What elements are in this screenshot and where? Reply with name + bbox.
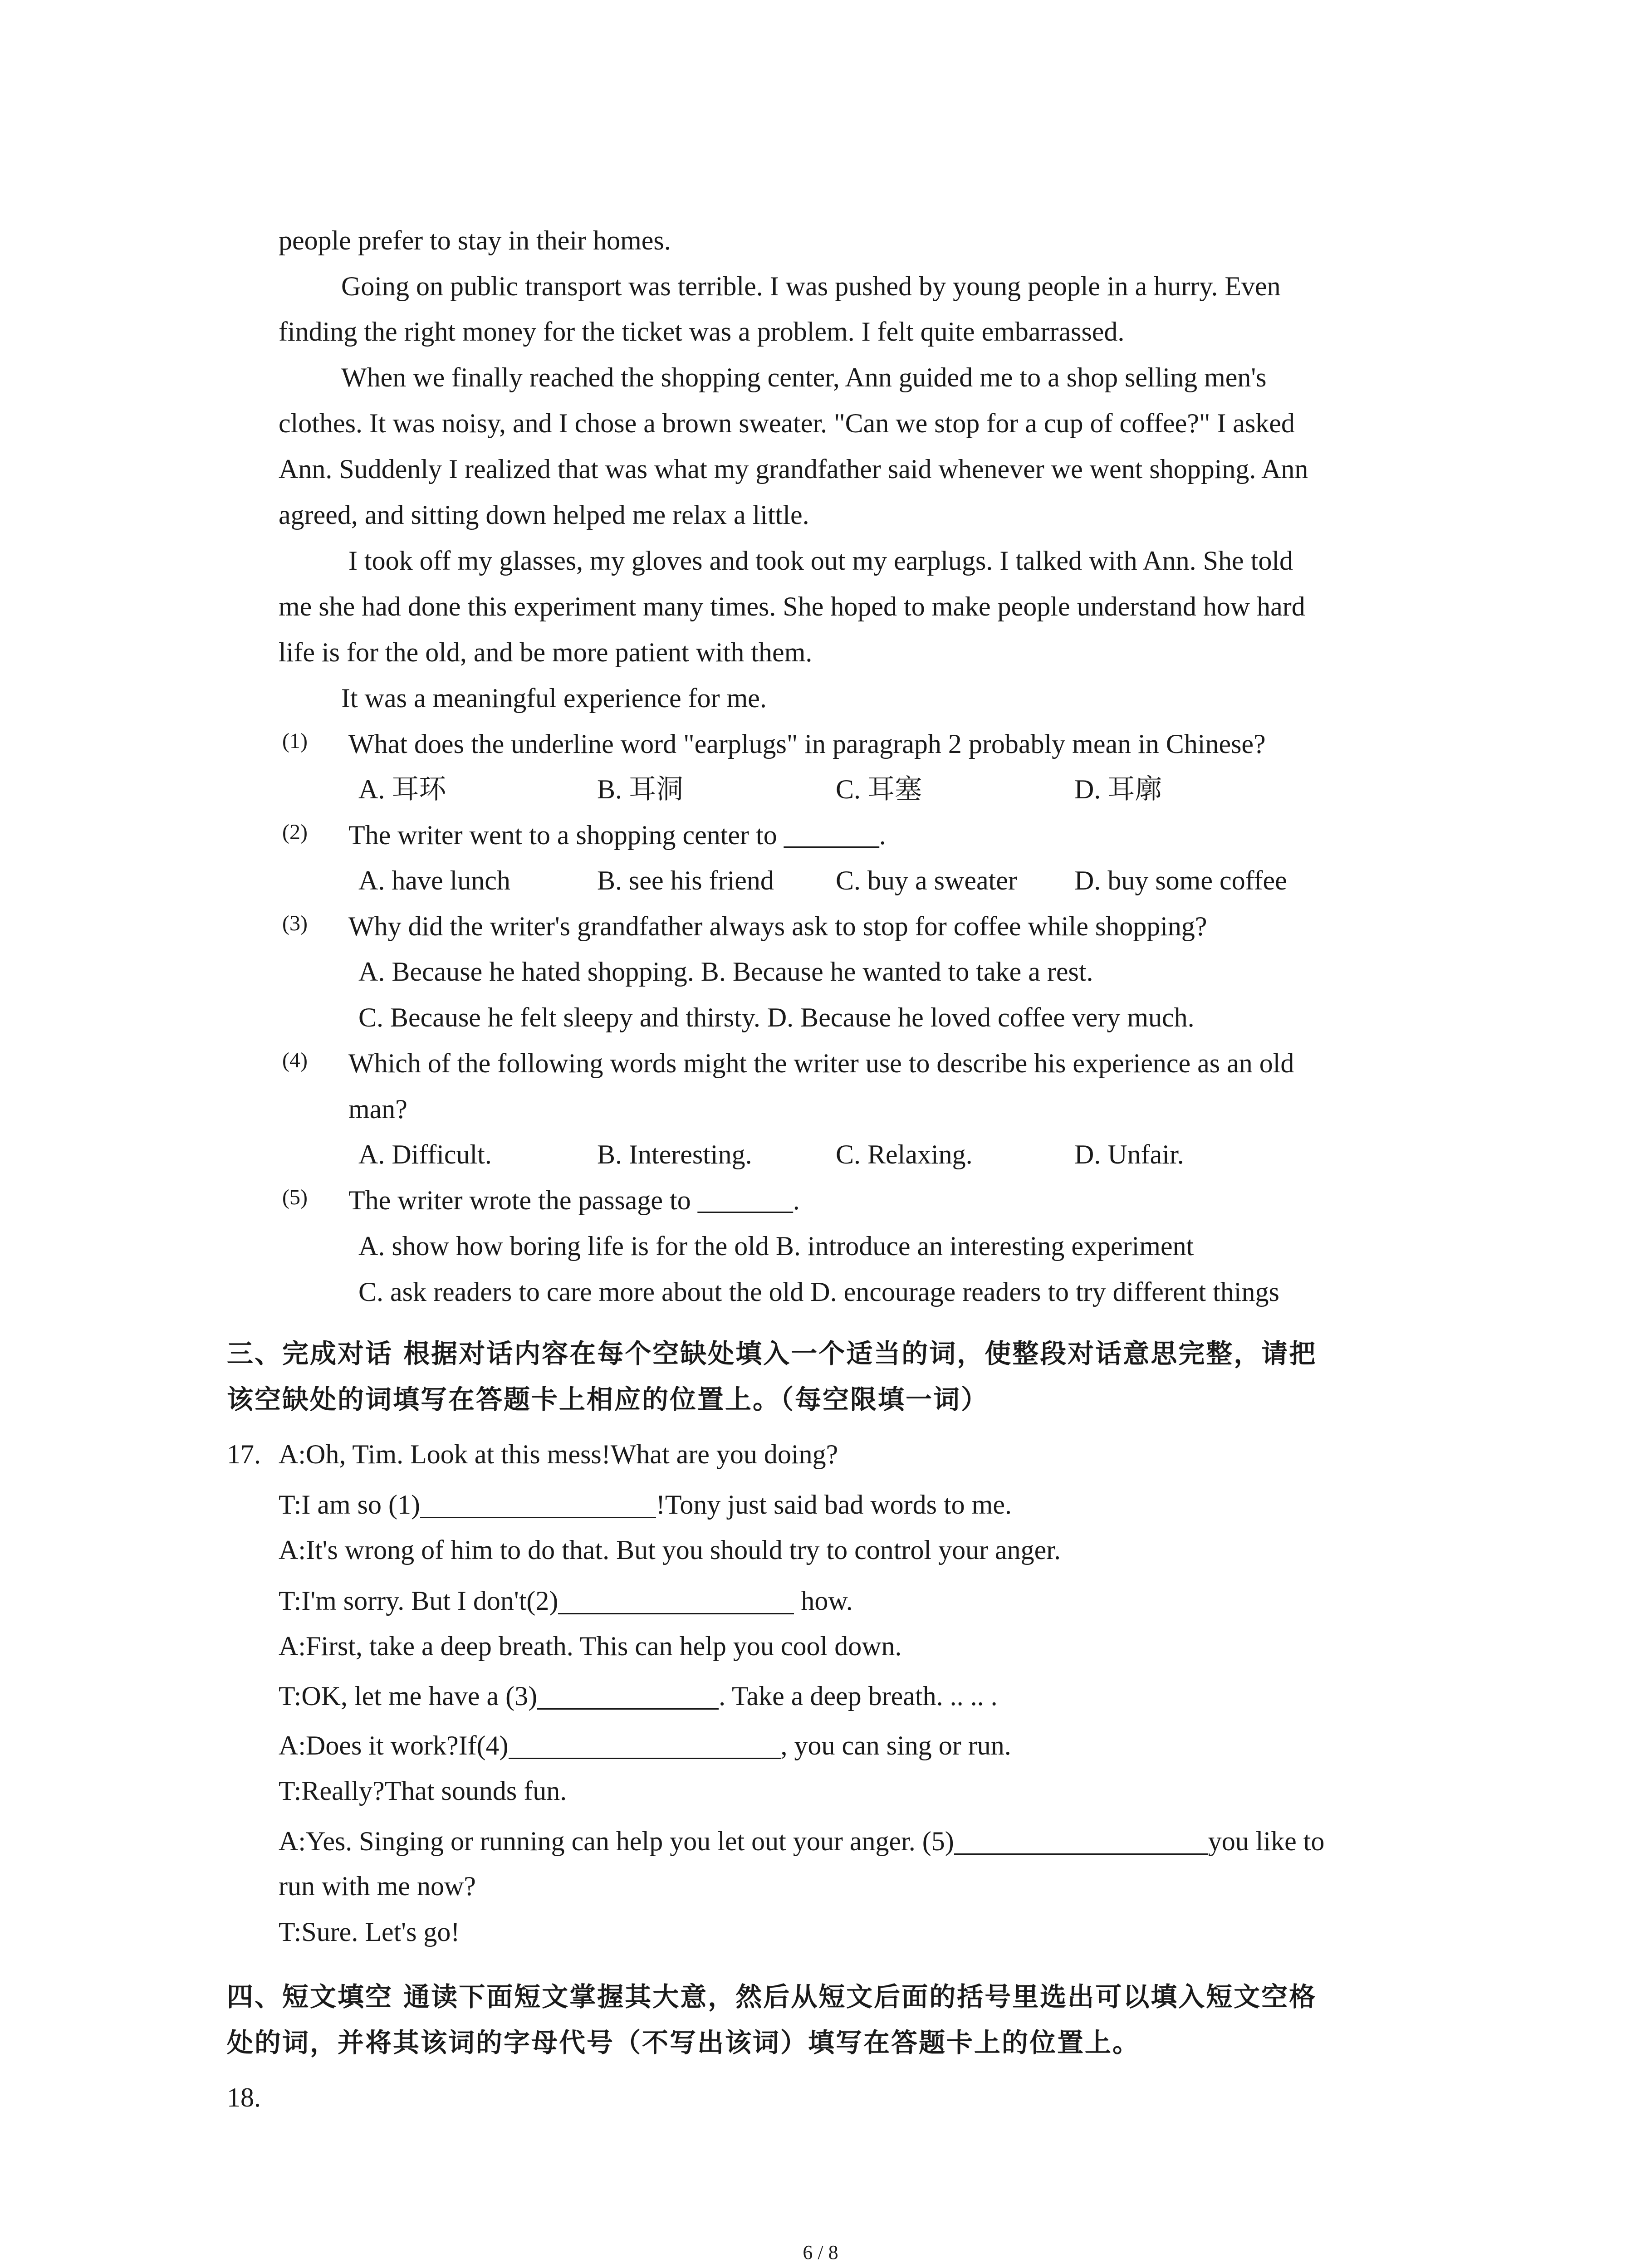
option-line: A. show how boring life is for the old B. introduce an interesting experiment <box>358 1231 1194 1261</box>
answer-blank-5[interactable] <box>954 1827 1208 1855</box>
answer-blank-2[interactable] <box>558 1587 794 1614</box>
passage-line: finding the right money for the ticket was a problem. I felt quite embarrassed. <box>279 317 1125 347</box>
option-line: C. ask readers to care more about the old D. encourage readers to try different things <box>358 1277 1279 1307</box>
option-c: C. Relaxing. <box>836 1139 973 1169</box>
dialogue-line: A:Yes. Singing or running can help you let out your anger. (5) you like to <box>279 1826 1325 1856</box>
answer-blank-4[interactable] <box>509 1731 781 1759</box>
passage-line: clothes. It was noisy, and I chose a brown sweater. "Can we stop for a cup of coffee?" I asked <box>279 408 1295 438</box>
dialogue-line: A:Does it work?If(4) , you can sing or run. <box>279 1730 1011 1760</box>
dialogue-line: A:First, take a deep breath. This can help you cool down. <box>279 1631 902 1661</box>
section-heading: 三、完成对话 根据对话内容在每个空缺处填入一个适当的词，使整段对话意思完整，请把 <box>227 1338 1317 1369</box>
question-number: (2) <box>282 820 308 844</box>
question-number: (5) <box>282 1185 308 1209</box>
question-number: (4) <box>282 1048 308 1072</box>
passage-line: Going on public transport was terrible. I was pushed by young people in a hurry. Even <box>341 271 1281 301</box>
option-a: A. 耳环 <box>358 774 446 804</box>
question-stem: The writer wrote the passage to _______. <box>348 1185 800 1215</box>
dialogue-line: run with me now? <box>279 1871 476 1901</box>
question-stem: Which of the following words might the writer use to describe his experience as an old <box>348 1048 1294 1078</box>
passage-line: Ann. Suddenly I realized that was what my grandfather said whenever we went shopping. Ann <box>279 454 1308 484</box>
passage-line: people prefer to stay in their homes. <box>279 225 671 255</box>
answer-blank-1[interactable] <box>420 1491 656 1518</box>
option-line: C. Because he felt sleepy and thirsty. D. Because he loved coffee very much. <box>358 1002 1195 1032</box>
passage-line: life is for the old, and be more patient with them. <box>279 637 813 667</box>
section-heading: 该空缺处的词填写在答题卡上相应的位置上。（每空限填一词） <box>227 1384 989 1415</box>
dialogue-line: T:OK, let me have a (3) . Take a deep breath. .. .. . <box>279 1681 998 1711</box>
passage-line: me she had done this experiment many times. She hoped to make people understand how hard <box>279 591 1305 621</box>
option-b: B. see his friend <box>597 865 774 895</box>
option-a: A. have lunch <box>358 865 510 895</box>
section-heading: 处的词，并将其该词的字母代号（不写出该词）填写在答题卡上的位置上。 <box>227 2027 1141 2058</box>
question-number: (3) <box>282 911 308 935</box>
answer-blank-3[interactable] <box>537 1682 719 1710</box>
page-number: 6 / 8 <box>803 2241 838 2263</box>
option-c: C. buy a sweater <box>836 865 1017 895</box>
passage-line: I took off my glasses, my gloves and took out my earplugs. I talked with Ann. She told <box>348 546 1293 576</box>
dialogue-line: A:It's wrong of him to do that. But you should try to control your anger. <box>279 1535 1061 1565</box>
question-stem: What does the underline word "earplugs" in paragraph 2 probably mean in Chinese? <box>348 729 1266 759</box>
option-a: A. Difficult. <box>358 1139 492 1169</box>
dialogue-line: T:Sure. Let's go! <box>279 1917 460 1947</box>
passage-line: It was a meaningful experience for me. <box>341 683 767 713</box>
item-number: 18. <box>227 2082 261 2112</box>
dialogue-line: T:Really?That sounds fun. <box>279 1776 567 1806</box>
option-d: D. buy some coffee <box>1074 865 1287 895</box>
option-b: B. 耳洞 <box>597 774 684 804</box>
option-line: A. Because he hated shopping. B. Because he wanted to take a rest. <box>358 957 1093 987</box>
dialogue-line: A:Oh, Tim. Look at this mess!What are you doing? <box>279 1439 838 1469</box>
question-stem: The writer went to a shopping center to _______. <box>348 820 886 850</box>
question-number: (1) <box>282 729 308 753</box>
dialogue-line: T:I am so (1) !Tony just said bad words to me. <box>279 1490 1012 1520</box>
option-d: D. 耳廓 <box>1074 774 1162 804</box>
dialogue-line: T:I'm sorry. But I don't(2) how. <box>279 1586 853 1616</box>
question-stem-cont: man? <box>348 1094 407 1124</box>
option-d: D. Unfair. <box>1074 1139 1184 1169</box>
passage-line: When we finally reached the shopping center, Ann guided me to a shop selling men's <box>341 362 1267 392</box>
option-b: B. Interesting. <box>597 1139 752 1169</box>
question-stem: Why did the writer's grandfather always ask to stop for coffee while shopping? <box>348 911 1207 941</box>
passage-line: agreed, and sitting down helped me relax a little. <box>279 500 809 530</box>
option-c: C. 耳塞 <box>836 774 922 804</box>
item-number: 17. <box>227 1439 261 1469</box>
section-heading: 四、短文填空 通读下面短文掌握其大意，然后从短文后面的括号里选出可以填入短文空格 <box>227 1981 1317 2012</box>
